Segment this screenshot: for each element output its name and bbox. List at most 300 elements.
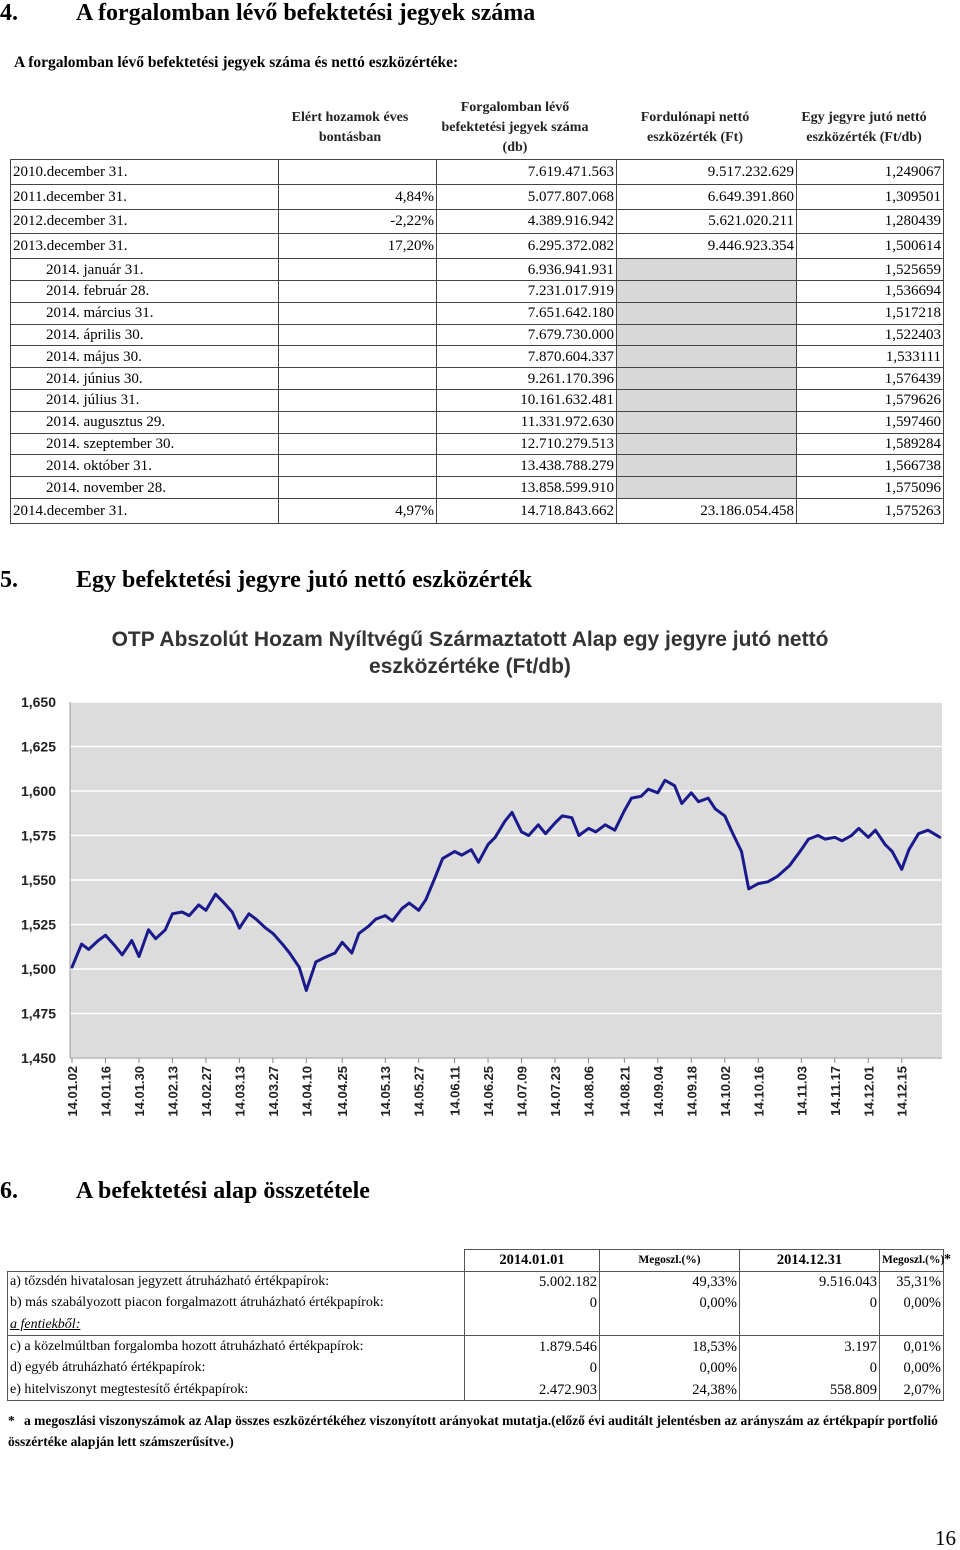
cell-yield xyxy=(279,433,437,455)
table-row xyxy=(11,160,944,185)
cell-yield: -2,22% xyxy=(279,209,437,234)
x-tick-label: 14.03.13 xyxy=(232,1066,248,1117)
cell-date: 2013.december 31. xyxy=(11,234,279,259)
cell-nav: 6.649.391.860 xyxy=(617,184,797,209)
cell-share-start: 49,33% xyxy=(600,1271,740,1293)
data-point xyxy=(461,854,464,857)
cell-value-start: 2.472.903 xyxy=(465,1379,600,1401)
cell-date: 2014. október 31. xyxy=(11,455,279,477)
header-date-start: 2014.01.01 xyxy=(465,1250,600,1272)
cell-share-end xyxy=(880,1314,944,1336)
cell-date: 2014. február 28. xyxy=(11,280,279,302)
cell-units: 6.936.941.931 xyxy=(437,259,617,281)
x-tick-label: 14.11.03 xyxy=(794,1066,810,1116)
x-tick-label: 14.09.18 xyxy=(684,1066,700,1117)
cell-share-start: 24,38% xyxy=(600,1379,740,1401)
cell-per-unit: 1,589284 xyxy=(797,433,944,455)
cell-per-unit: 1,249067 xyxy=(797,160,944,185)
table-row xyxy=(11,389,944,411)
cell-units: 7.679.730.000 xyxy=(437,324,617,346)
data-point xyxy=(520,831,523,834)
data-point xyxy=(891,850,894,853)
data-point xyxy=(391,920,394,923)
x-tick-label: 14.04.25 xyxy=(335,1066,351,1117)
data-point xyxy=(281,943,284,946)
header-line: bontásban xyxy=(318,130,382,145)
data-point xyxy=(384,914,387,917)
table-row xyxy=(8,1271,944,1293)
data-point xyxy=(408,902,411,905)
data-point xyxy=(647,788,650,791)
cell-date: 2014. március 31. xyxy=(11,302,279,324)
cell-nav xyxy=(617,368,797,390)
table-row xyxy=(11,455,944,477)
cell-yield xyxy=(279,302,437,324)
data-point xyxy=(578,834,581,837)
cell-yield xyxy=(279,477,437,499)
table-header-row xyxy=(8,1250,944,1272)
cell-date: 2014. május 30. xyxy=(11,346,279,368)
data-point xyxy=(425,898,428,901)
cell-per-unit: 1,280439 xyxy=(797,209,944,234)
cell-per-unit: 1,525659 xyxy=(797,259,944,281)
header-blank xyxy=(8,1250,465,1272)
cell-date: 2014. április 30. xyxy=(11,324,279,346)
cell-nav xyxy=(617,433,797,455)
data-point xyxy=(221,900,224,903)
data-point xyxy=(114,945,117,948)
y-tick-label: 1,525 xyxy=(20,916,56,933)
data-point xyxy=(188,914,191,917)
data-point xyxy=(272,932,275,935)
data-point xyxy=(504,820,507,823)
table-row xyxy=(8,1293,944,1315)
data-point xyxy=(867,836,870,839)
data-point xyxy=(164,929,167,932)
cell-value-start: 0 xyxy=(465,1293,600,1315)
data-point xyxy=(788,865,791,868)
data-point xyxy=(305,989,308,992)
nav-line-chart xyxy=(0,690,960,1142)
x-tick-label: 14.10.16 xyxy=(751,1066,767,1117)
data-point xyxy=(121,954,124,957)
units-nav-table xyxy=(10,159,944,524)
section-number: 4. xyxy=(0,0,18,26)
data-point xyxy=(800,848,803,851)
cell-per-unit: 1,579626 xyxy=(797,389,944,411)
cell-per-unit: 1,309501 xyxy=(797,184,944,209)
data-point xyxy=(776,875,779,878)
data-point xyxy=(561,815,564,818)
data-point xyxy=(315,961,318,964)
data-point xyxy=(884,843,887,846)
cell-yield xyxy=(279,259,437,281)
table-row xyxy=(11,184,944,209)
x-tick-label: 14.01.30 xyxy=(131,1066,147,1117)
cell-date: 2014. július 31. xyxy=(11,389,279,411)
data-point xyxy=(401,907,404,910)
data-point xyxy=(740,850,743,853)
x-tick-label: 14.06.25 xyxy=(481,1066,497,1117)
cell-units: 13.858.599.910 xyxy=(437,477,617,499)
cell-nav xyxy=(617,455,797,477)
cell-units: 13.438.788.279 xyxy=(437,455,617,477)
data-point xyxy=(724,815,727,818)
header-share-start: Megoszl.(%) xyxy=(600,1250,740,1272)
table-row xyxy=(11,433,944,455)
cell-nav: 5.621.020.211 xyxy=(617,209,797,234)
cell-date: 2012.december 31. xyxy=(11,209,279,234)
cell-nav: 9.446.923.354 xyxy=(617,234,797,259)
cell-nav xyxy=(617,389,797,411)
data-point xyxy=(231,911,234,914)
cell-yield xyxy=(279,324,437,346)
x-tick-label: 14.07.23 xyxy=(548,1066,564,1117)
data-point xyxy=(181,911,184,914)
cell-value-end: 9.516.043 xyxy=(740,1271,880,1293)
x-tick-label: 14.01.02 xyxy=(65,1066,80,1117)
data-point xyxy=(197,904,200,907)
table-row xyxy=(11,411,944,433)
x-tick-label: 14.06.11 xyxy=(447,1066,463,1116)
x-tick-label: 14.01.16 xyxy=(98,1066,114,1117)
cell-per-unit: 1,575096 xyxy=(797,477,944,499)
header-line: Forgalomban lévő xyxy=(460,100,570,115)
cell-label: e) hitelviszonyt megtestesítő értékpapírok: xyxy=(8,1379,465,1401)
cell-date: 2014. január 31. xyxy=(11,259,279,281)
cell-units: 5.077.807.068 xyxy=(437,184,617,209)
data-point xyxy=(817,834,820,837)
data-point xyxy=(544,832,547,835)
cell-share-end: 0,01% xyxy=(880,1336,944,1358)
cell-per-unit: 1,575263 xyxy=(797,498,944,523)
cell-yield: 4,97% xyxy=(279,498,437,523)
section-number: 6. xyxy=(0,1178,18,1204)
x-tick-label: 14.02.27 xyxy=(198,1066,214,1117)
data-point xyxy=(171,913,174,916)
cell-nav xyxy=(617,324,797,346)
x-tick-label: 14.12.01 xyxy=(861,1066,877,1117)
cell-units: 6.295.372.082 xyxy=(437,234,617,259)
data-point xyxy=(527,834,530,837)
data-point xyxy=(441,857,444,860)
data-point xyxy=(288,952,291,955)
data-point xyxy=(874,829,877,832)
cell-value-start: 5.002.182 xyxy=(465,1271,600,1293)
cell-nav xyxy=(617,346,797,368)
cell-label: c) a közelmúltban forgalomba hozott átruházható értékpapírok: xyxy=(8,1336,465,1358)
cell-share-start: 0,00% xyxy=(600,1357,740,1379)
cell-units: 7.870.604.337 xyxy=(437,346,617,368)
table-row xyxy=(11,302,944,324)
data-point xyxy=(767,881,770,884)
cell-share-end: 0,00% xyxy=(880,1357,944,1379)
data-point xyxy=(757,882,760,885)
cell-nav xyxy=(617,302,797,324)
data-point xyxy=(214,893,217,896)
cell-units: 4.389.916.942 xyxy=(437,209,617,234)
cell-label: b) más szabályozott piacon forgalmazott átruházható értékpapírok: xyxy=(8,1293,465,1315)
cell-yield: 17,20% xyxy=(279,234,437,259)
data-point xyxy=(453,850,456,853)
data-point xyxy=(334,952,337,955)
cell-share-end: 35,31% xyxy=(880,1271,944,1293)
x-tick-label: 14.07.09 xyxy=(514,1066,530,1117)
header-share-end: Megoszl.(%) xyxy=(880,1250,944,1272)
data-point xyxy=(657,792,660,795)
y-tick-label: 1,475 xyxy=(20,1005,56,1022)
section-title: Egy befektetési jegyre jutó nettó eszközérték xyxy=(76,567,533,593)
page-number: 16 xyxy=(935,1526,956,1550)
data-point xyxy=(824,838,827,841)
section-title: A forgalomban lévő befektetési jegyek száma xyxy=(76,0,536,26)
header-line: Fordulónapi nettó xyxy=(640,110,750,125)
data-point xyxy=(367,925,370,928)
table-row xyxy=(11,498,944,523)
cell-units: 7.231.017.919 xyxy=(437,280,617,302)
header-line: befektetési jegyek száma xyxy=(441,120,589,135)
data-point xyxy=(681,802,684,805)
x-tick-label: 14.10.02 xyxy=(717,1066,733,1117)
cell-per-unit: 1,536694 xyxy=(797,280,944,302)
cell-value-end: 558.809 xyxy=(740,1379,880,1401)
data-point xyxy=(104,934,107,937)
y-tick-label: 1,600 xyxy=(20,783,56,799)
data-point xyxy=(374,918,377,921)
x-tick-label: 14.02.13 xyxy=(165,1066,181,1117)
data-point xyxy=(834,836,837,839)
data-point xyxy=(147,929,150,932)
cell-share-end: 0,00% xyxy=(880,1293,944,1315)
data-point xyxy=(857,827,860,830)
x-tick-label: 14.04.10 xyxy=(299,1066,315,1117)
cell-yield xyxy=(279,346,437,368)
data-point xyxy=(71,966,74,969)
data-point xyxy=(594,831,597,834)
data-point xyxy=(841,840,844,843)
data-point xyxy=(707,797,710,800)
data-point xyxy=(238,927,241,930)
data-point xyxy=(298,966,301,969)
cell-per-unit: 1,566738 xyxy=(797,455,944,477)
cell-yield xyxy=(279,455,437,477)
data-point xyxy=(138,955,141,958)
header-yield xyxy=(270,108,430,148)
cell-yield xyxy=(279,160,437,185)
header-per-unit xyxy=(780,108,948,148)
data-point xyxy=(640,795,643,798)
header-footnote-star: * xyxy=(944,1252,951,1267)
data-point xyxy=(470,848,473,851)
cell-date: 2014. augusztus 29. xyxy=(11,411,279,433)
data-point xyxy=(248,913,251,916)
data-point xyxy=(87,948,90,951)
cell-date: 2010.december 31. xyxy=(11,160,279,185)
cell-date: 2014.december 31. xyxy=(11,498,279,523)
data-point xyxy=(97,939,100,942)
cell-units: 11.331.972.630 xyxy=(437,411,617,433)
cell-yield xyxy=(279,411,437,433)
cell-units: 7.619.471.563 xyxy=(437,160,617,185)
data-point xyxy=(807,838,810,841)
cell-date: 2014. november 28. xyxy=(11,477,279,499)
x-tick-label: 14.08.06 xyxy=(581,1066,597,1117)
data-point xyxy=(351,952,354,955)
table-row xyxy=(11,280,944,302)
table-row xyxy=(8,1379,944,1401)
x-tick-label: 14.05.27 xyxy=(411,1066,427,1117)
cell-label: a fentiekből: xyxy=(8,1314,465,1336)
cell-yield xyxy=(279,280,437,302)
cell-per-unit: 1,500614 xyxy=(797,234,944,259)
x-tick-label: 14.03.27 xyxy=(265,1066,281,1117)
data-point xyxy=(341,941,344,944)
cell-yield: 4,84% xyxy=(279,184,437,209)
section-4-heading xyxy=(0,0,535,27)
data-point xyxy=(511,811,514,814)
data-point xyxy=(731,831,734,834)
data-point xyxy=(494,836,497,839)
cell-share-start: 0,00% xyxy=(600,1293,740,1315)
data-point xyxy=(630,797,633,800)
table-row xyxy=(11,209,944,234)
cell-value-end: 0 xyxy=(740,1293,880,1315)
data-point xyxy=(477,861,480,864)
cell-value-end xyxy=(740,1314,880,1336)
cell-per-unit: 1,517218 xyxy=(797,302,944,324)
header-line: eszközérték (Ft) xyxy=(646,130,743,145)
data-point xyxy=(358,932,361,935)
cell-value-start: 0 xyxy=(465,1357,600,1379)
y-tick-label: 1,500 xyxy=(20,961,56,977)
table-row xyxy=(11,234,944,259)
data-point xyxy=(927,829,930,832)
footnote-star: * xyxy=(8,1413,15,1428)
cell-value-start xyxy=(465,1314,600,1336)
data-point xyxy=(664,779,667,782)
chart-title: OTP Abszolút Hozam Nyíltvégű Származtatott Alap egy jegyre jutó nettó eszközértéke (Ft/db) xyxy=(111,628,829,678)
table-row xyxy=(11,368,944,390)
section-6-heading xyxy=(0,1178,370,1205)
cell-nav xyxy=(617,477,797,499)
cell-per-unit: 1,576439 xyxy=(797,368,944,390)
data-point xyxy=(604,824,607,827)
table-row xyxy=(8,1357,944,1379)
data-point xyxy=(434,875,437,878)
table-row xyxy=(11,477,944,499)
composition-table xyxy=(7,1249,944,1401)
data-point xyxy=(417,909,420,912)
cell-per-unit: 1,597460 xyxy=(797,411,944,433)
cell-share-start xyxy=(600,1314,740,1336)
y-tick-label: 1,575 xyxy=(20,827,56,844)
cell-units: 12.710.279.513 xyxy=(437,433,617,455)
table-row xyxy=(8,1336,944,1358)
cell-per-unit: 1,533111 xyxy=(797,346,944,368)
header-units xyxy=(420,98,610,158)
data-point xyxy=(673,784,676,787)
cell-units: 9.261.170.396 xyxy=(437,368,617,390)
data-point xyxy=(690,792,693,795)
data-point xyxy=(697,800,700,803)
data-point xyxy=(554,822,557,825)
cell-value-start: 1.879.546 xyxy=(465,1336,600,1358)
cell-nav: 9.517.232.629 xyxy=(617,160,797,185)
cell-nav xyxy=(617,259,797,281)
cell-share-start: 18,53% xyxy=(600,1336,740,1358)
x-tick-label: 14.11.17 xyxy=(827,1066,843,1116)
cell-date: 2011.december 31. xyxy=(11,184,279,209)
cell-value-end: 0 xyxy=(740,1357,880,1379)
data-point xyxy=(614,829,617,832)
data-point xyxy=(917,832,920,835)
cell-units: 10.161.632.481 xyxy=(437,389,617,411)
data-point xyxy=(587,827,590,830)
data-point xyxy=(80,943,83,946)
data-point xyxy=(714,808,717,811)
section-number: 5. xyxy=(0,567,18,593)
cell-units: 14.718.843.662 xyxy=(437,498,617,523)
data-point xyxy=(939,836,942,839)
cell-share-end: 2,07% xyxy=(880,1379,944,1401)
data-point xyxy=(571,816,574,819)
data-point xyxy=(900,868,903,871)
x-tick-label: 14.09.04 xyxy=(650,1066,666,1117)
data-point xyxy=(537,824,540,827)
cell-label: d) egyéb átruházható értékpapírok: xyxy=(8,1357,465,1379)
cell-yield xyxy=(279,389,437,411)
table-row xyxy=(8,1314,944,1336)
footnote xyxy=(8,1410,938,1452)
data-point xyxy=(850,834,853,837)
table-row xyxy=(11,324,944,346)
header-line: (db) xyxy=(502,140,528,155)
header-line: Elért hozamok éves xyxy=(291,110,409,125)
y-tick-label: 1,650 xyxy=(20,694,56,710)
x-tick-label: 14.05.13 xyxy=(378,1066,394,1117)
data-point xyxy=(255,918,258,921)
data-point xyxy=(264,927,267,930)
data-point xyxy=(131,939,134,942)
footnote-text: a megoszlási viszonyszámok az Alap összes eszközértékéhez viszonyított arányokat mutatja.(előző évi auditált jelentésben az arányszám az értékpapír portfolió összértéke alapján lett számszerűsítve.) xyxy=(8,1413,938,1449)
x-tick-label: 14.08.21 xyxy=(617,1066,633,1117)
data-point xyxy=(154,937,157,940)
header-date-end: 2014.12.31 xyxy=(740,1250,880,1272)
cell-nav: 23.186.054.458 xyxy=(617,498,797,523)
cell-nav xyxy=(617,411,797,433)
cell-units: 7.651.642.180 xyxy=(437,302,617,324)
data-point xyxy=(205,909,208,912)
y-tick-label: 1,450 xyxy=(20,1050,56,1066)
x-tick-label: 14.12.15 xyxy=(894,1066,910,1117)
data-point xyxy=(747,888,750,891)
cell-date: 2014. június 30. xyxy=(11,368,279,390)
header-nav xyxy=(615,108,775,148)
table-row xyxy=(11,259,944,281)
cell-label: a) tőzsdén hivatalosan jegyzett átruházható értékpapírok: xyxy=(8,1271,465,1293)
data-point xyxy=(623,809,626,812)
data-point xyxy=(908,848,911,851)
data-point xyxy=(487,843,490,846)
cell-nav xyxy=(617,280,797,302)
section-title: A befektetési alap összetétele xyxy=(76,1178,370,1204)
header-line: eszközérték (Ft/db) xyxy=(806,130,922,145)
cell-per-unit: 1,522403 xyxy=(797,324,944,346)
cell-yield xyxy=(279,368,437,390)
table-row xyxy=(11,346,944,368)
header-line: Egy jegyre jutó nettó xyxy=(801,110,927,125)
cell-value-end: 3.197 xyxy=(740,1336,880,1358)
